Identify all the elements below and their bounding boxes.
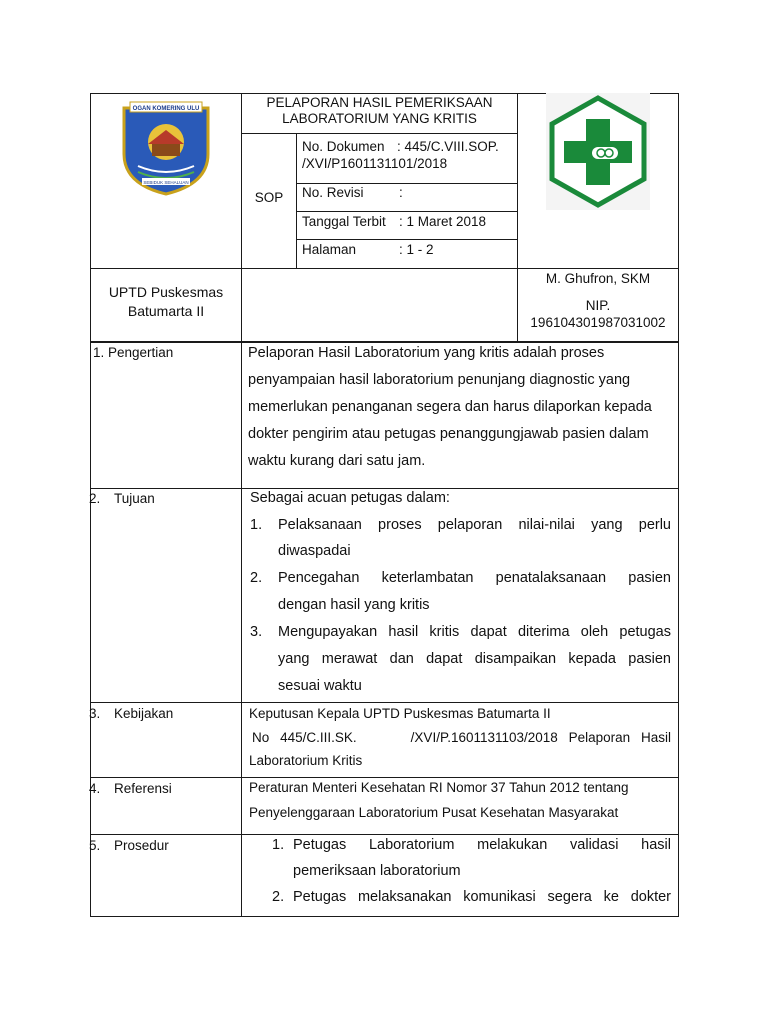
issue-date-value: : 1 Maret 2018 xyxy=(399,214,487,229)
tujuan-item-line: Pencegahan keterlambatan penatalaksanaan pasien xyxy=(278,570,671,586)
doc-number-value-1: : 445/C.VIII.SOP. xyxy=(397,139,499,154)
tujuan-item-num: 3. xyxy=(250,624,263,640)
tujuan-item-line: yang merawat dan dapat disampaikan kepada pasien xyxy=(278,651,671,667)
section-label-kebijakan: Kebijakan xyxy=(114,706,174,721)
issue-date-label: Tanggal Terbit xyxy=(302,214,386,229)
tujuan-item-line: dengan hasil yang kritis xyxy=(278,597,430,613)
kebijakan-line-1: Keputusan Kepala UPTD Puskesmas Batumarta II xyxy=(249,706,551,721)
tujuan-item-num: 2. xyxy=(250,570,263,586)
pengertian-line: waktu kurang dari satu jam. xyxy=(248,453,426,469)
logo-motto: SEBIDUK SEHALUAN xyxy=(143,180,189,185)
tujuan-item-line: Mengupayakan hasil kritis dapat diterima oleh petugas xyxy=(278,624,671,640)
section-label-pengertian: 1. Pengertian xyxy=(93,345,174,360)
signer-name: M. Ghufron, SKM xyxy=(545,271,651,286)
nip-label: NIP. xyxy=(585,298,611,313)
prosedur-item-line: pemeriksaan laboratorium xyxy=(293,863,461,879)
section-label-prosedur: Prosedur xyxy=(114,838,169,853)
puskesmas-cross-logo xyxy=(546,93,650,210)
nip-value: 196104301987031002 xyxy=(530,315,666,330)
section-num-referensi: 4. xyxy=(89,781,101,796)
doc-number-label: No. Dokumen xyxy=(302,139,385,154)
revision-label: No. Revisi xyxy=(302,185,364,200)
prosedur-item-line: Petugas melaksanakan komunikasi segera ke dokter xyxy=(293,889,671,905)
tujuan-item-line: Pelaksanaan proses pelaporan nilai-nilai yang perlu xyxy=(278,517,671,533)
page-label: Halaman xyxy=(302,242,357,257)
pengertian-line: penyampaian hasil laboratorium penunjang diagnostic yang xyxy=(248,372,631,388)
signer-block xyxy=(518,270,678,331)
tujuan-item-num: 1. xyxy=(250,517,263,533)
logo-label: OGAN KOMERING ULU xyxy=(132,106,200,112)
org-line-2: Batumarta II xyxy=(127,303,205,319)
tujuan-item-line: diwaspadai xyxy=(278,543,351,559)
section-num-tujuan: 2. xyxy=(89,491,101,506)
sop-label: SOP xyxy=(254,190,284,205)
page-value: : 1 - 2 xyxy=(399,242,434,257)
title-line-2: LABORATORIUM YANG KRITIS xyxy=(282,111,477,126)
referensi-line-2: Penyelenggaraan Laboratorium Pusat Kesehatan Masyarakat xyxy=(249,805,619,820)
kebijakan-line-3: Laboratorium Kritis xyxy=(249,753,363,768)
section-label-referensi: Referensi xyxy=(114,781,172,796)
prosedur-item-line: Petugas Laboratorium melakukan validasi hasil xyxy=(293,837,671,853)
prosedur-item-num: 2. xyxy=(272,889,285,905)
section-body-pengertian xyxy=(248,340,673,475)
organization-name xyxy=(91,283,241,321)
section-num-prosedur: 5. xyxy=(89,838,101,853)
document-title xyxy=(242,95,517,127)
pengertian-line: memerlukan penanganan segera dan harus dilaporkan kepada xyxy=(248,399,652,415)
section-num-kebijakan: 3. xyxy=(89,706,101,721)
referensi-line-1: Peraturan Menteri Kesehatan RI Nomor 37 Tahun 2012 tentang xyxy=(249,780,629,795)
pengertian-line: Pelaporan Hasil Laboratorium yang kritis adalah proses xyxy=(248,345,605,361)
prosedur-item-num: 1. xyxy=(272,837,285,853)
pengertian-line: dokter pengirim atau petugas penanggungjawab pasien dalam xyxy=(248,426,649,442)
regency-crest-logo xyxy=(120,96,212,196)
tujuan-intro: Sebagai acuan petugas dalam: xyxy=(250,490,450,506)
tujuan-item-line: sesuai waktu xyxy=(278,678,362,694)
section-label-tujuan: Tujuan xyxy=(114,491,155,506)
revision-value: : xyxy=(399,185,403,200)
org-line-1: UPTD Puskesmas xyxy=(108,284,224,300)
doc-number-value-2: /XVI/P1601131101/2018 xyxy=(302,156,448,171)
kebijakan-line-2: No 445/C.III.SK. /XVI/P.1601131103/2018 Pelaporan Hasil xyxy=(252,730,671,745)
title-line-1: PELAPORAN HASIL PEMERIKSAAN xyxy=(266,95,493,110)
